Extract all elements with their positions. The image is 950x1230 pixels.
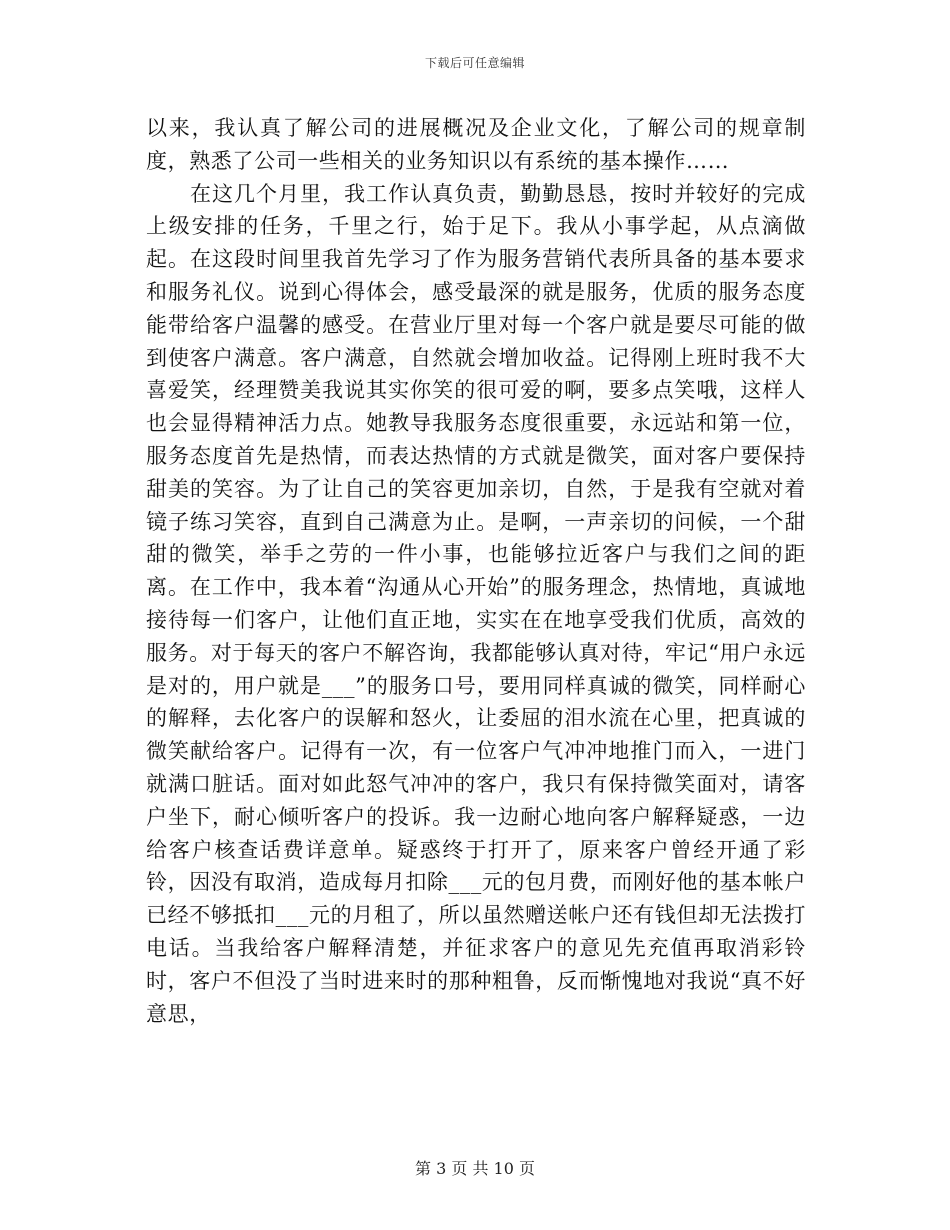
page-number: 第 3 页 共 10 页 <box>415 1159 535 1178</box>
page-header-note: 下载后可任意编辑 <box>424 56 525 70</box>
paragraph-continuation: 以来，我认真了解公司的进展概况及企业文化，了解公司的规章制度，熟悉了公司一些相关的业务知识以有系统的基本操作…… <box>146 116 806 173</box>
document-body <box>146 112 806 1030</box>
paragraph-main: 在这几个月里，我工作认真负责，勤勤恳恳，按时并较好的完成上级安排的任务，千里之行，始于足下。我从小事学起，从点滴做起。在这段时间里我首先学习了作为服务营销代表所具备的基本要求和服务礼仪。说到心得体会，感受最深的就是服务，优质的服务态度能带给客户温馨的感受。在营业厅里对每一个客户就是要尽可能的做到使客户满意。客户满意，自然就会增加收益。记得刚上班时我不大喜爱笑，经理赞美我说其实你笑的很可爱的啊，要多点笑哦，这样人也会显得精神活力点。她教导我服务态度很重要，永远站和第一位，服务态度首先是热情，而表达热情的方式就是微笑，面对客户要保持甜美的笑容。为了让自己的笑容更加亲切，自然，于是我有空就对着镜子练习笑容，直到自己满意为止。是啊，一声亲切的问候，一个甜甜的微笑，举手之劳的一件小事，也能够拉近客户与我们之间的距离。在工作中，我本着“沟通从心开始”的服务理念，热情地，真诚地接待每一们客户，让他们直正地，实实在在地享受我们优质，高效的服务。对于每天的客户不解咨询，我都能够认真对待，牢记“用户永远是对的，用户就是___”的服务口号，要用同样真诚的微笑，同样耐心的解释，去化客户的误解和怒火，让委屈的泪水流在心里，把真诚的微笑献给客户。记得有一次，有一位客户气冲冲地推门而入，一进门就满口脏话。面对如此怒气冲冲的客户，我只有保持微笑面对，请客户坐下，耐心倾听客户的投诉。我一边耐心地向客户解释疑惑，一边给客户核查话费详意单。疑惑终于打开了，原来客户曾经开通了彩铃，因没有取消，造成每月扣除___元的包月费，而刚好他的基本帐户已经不够抵扣___元的月租了，所以虽然赠送帐户还有钱但却无法拨打电话。当我给客户解释清楚，并征求客户的意见先充值再取消彩铃时，客户不但没了当时进来时的那种粗鲁，反而惭愧地对我说“真不好意思， <box>146 181 806 1026</box>
